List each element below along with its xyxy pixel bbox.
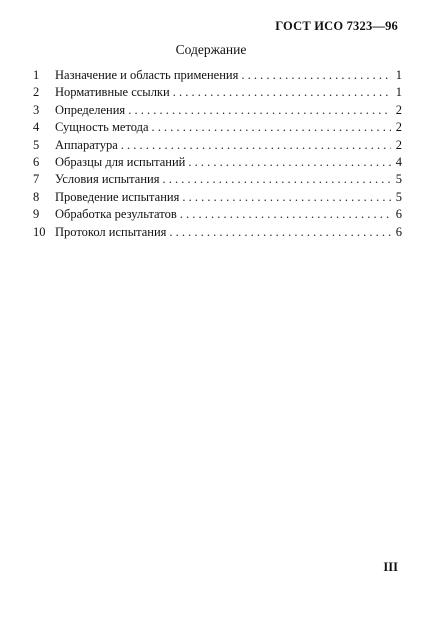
toc-item-page: 2: [395, 120, 402, 135]
toc-item-number: 1: [33, 68, 40, 82]
toc-leader-dots: [169, 224, 391, 241]
toc-leader-dots: [180, 206, 391, 223]
toc-item-number: 4: [33, 120, 40, 135]
toc-item-page: 4: [395, 154, 402, 169]
toc-item-label: Образцы для испытаний: [55, 154, 186, 169]
page-number: III: [383, 560, 398, 574]
toc-item-label: Протокол испытания: [55, 224, 167, 239]
toc-item-page: 6: [395, 207, 402, 222]
toc-item-page: 5: [395, 172, 402, 187]
toc-item-number: 8: [33, 189, 40, 204]
toc-item-label: Условия испытания: [55, 172, 160, 187]
toc-item[interactable]: [33, 206, 402, 223]
toc-item-label: Обработка результатов: [55, 207, 177, 222]
toc-leader-dots: [182, 189, 391, 206]
toc-item-page: 1: [395, 68, 402, 82]
toc-item-label: Назначение и область применения: [55, 68, 239, 82]
toc-item-number: 7: [33, 172, 40, 187]
toc-item-label: Нормативные ссылки: [55, 85, 170, 100]
toc-leader-dots: [128, 102, 391, 119]
toc-item-number: 3: [33, 102, 40, 117]
toc-list: [33, 67, 402, 241]
toc-item[interactable]: [33, 84, 402, 101]
toc-item[interactable]: [33, 137, 402, 154]
toc-item-number: 10: [33, 224, 46, 239]
toc-item[interactable]: [33, 67, 402, 84]
toc-item-page: 5: [395, 189, 402, 204]
toc-item-label: Сущность метода: [55, 120, 149, 135]
toc-item[interactable]: [33, 119, 402, 136]
toc-item-number: 9: [33, 207, 40, 222]
toc-item-page: 1: [395, 85, 402, 100]
toc-item-page: 6: [395, 224, 402, 239]
toc-item[interactable]: [33, 102, 402, 119]
toc-item-label: Определения: [55, 102, 126, 117]
toc-item[interactable]: [33, 171, 402, 188]
toc-leader-dots: [121, 137, 391, 154]
toc-item-label: Аппаратура: [55, 137, 118, 152]
toc-item-number: 2: [33, 85, 40, 100]
toc-item-number: 5: [33, 137, 40, 152]
toc-item-number: 6: [33, 154, 40, 169]
toc-item-page: 2: [395, 102, 402, 117]
toc-leader-dots: [173, 84, 391, 101]
toc-item-label: Проведение испытания: [55, 189, 180, 204]
toc-item-page: 2: [395, 137, 402, 152]
standard-code: ГОСТ ИСО 7323—96: [275, 19, 398, 33]
toc-item[interactable]: [33, 224, 402, 241]
toc-leader-dots: [162, 171, 391, 188]
toc-leader-dots: [188, 154, 391, 171]
toc-leader-dots: [152, 119, 391, 136]
toc-item[interactable]: [33, 189, 402, 206]
toc-item[interactable]: [33, 154, 402, 171]
toc-leader-dots: [241, 67, 391, 84]
toc-title: Содержание: [175, 42, 247, 57]
